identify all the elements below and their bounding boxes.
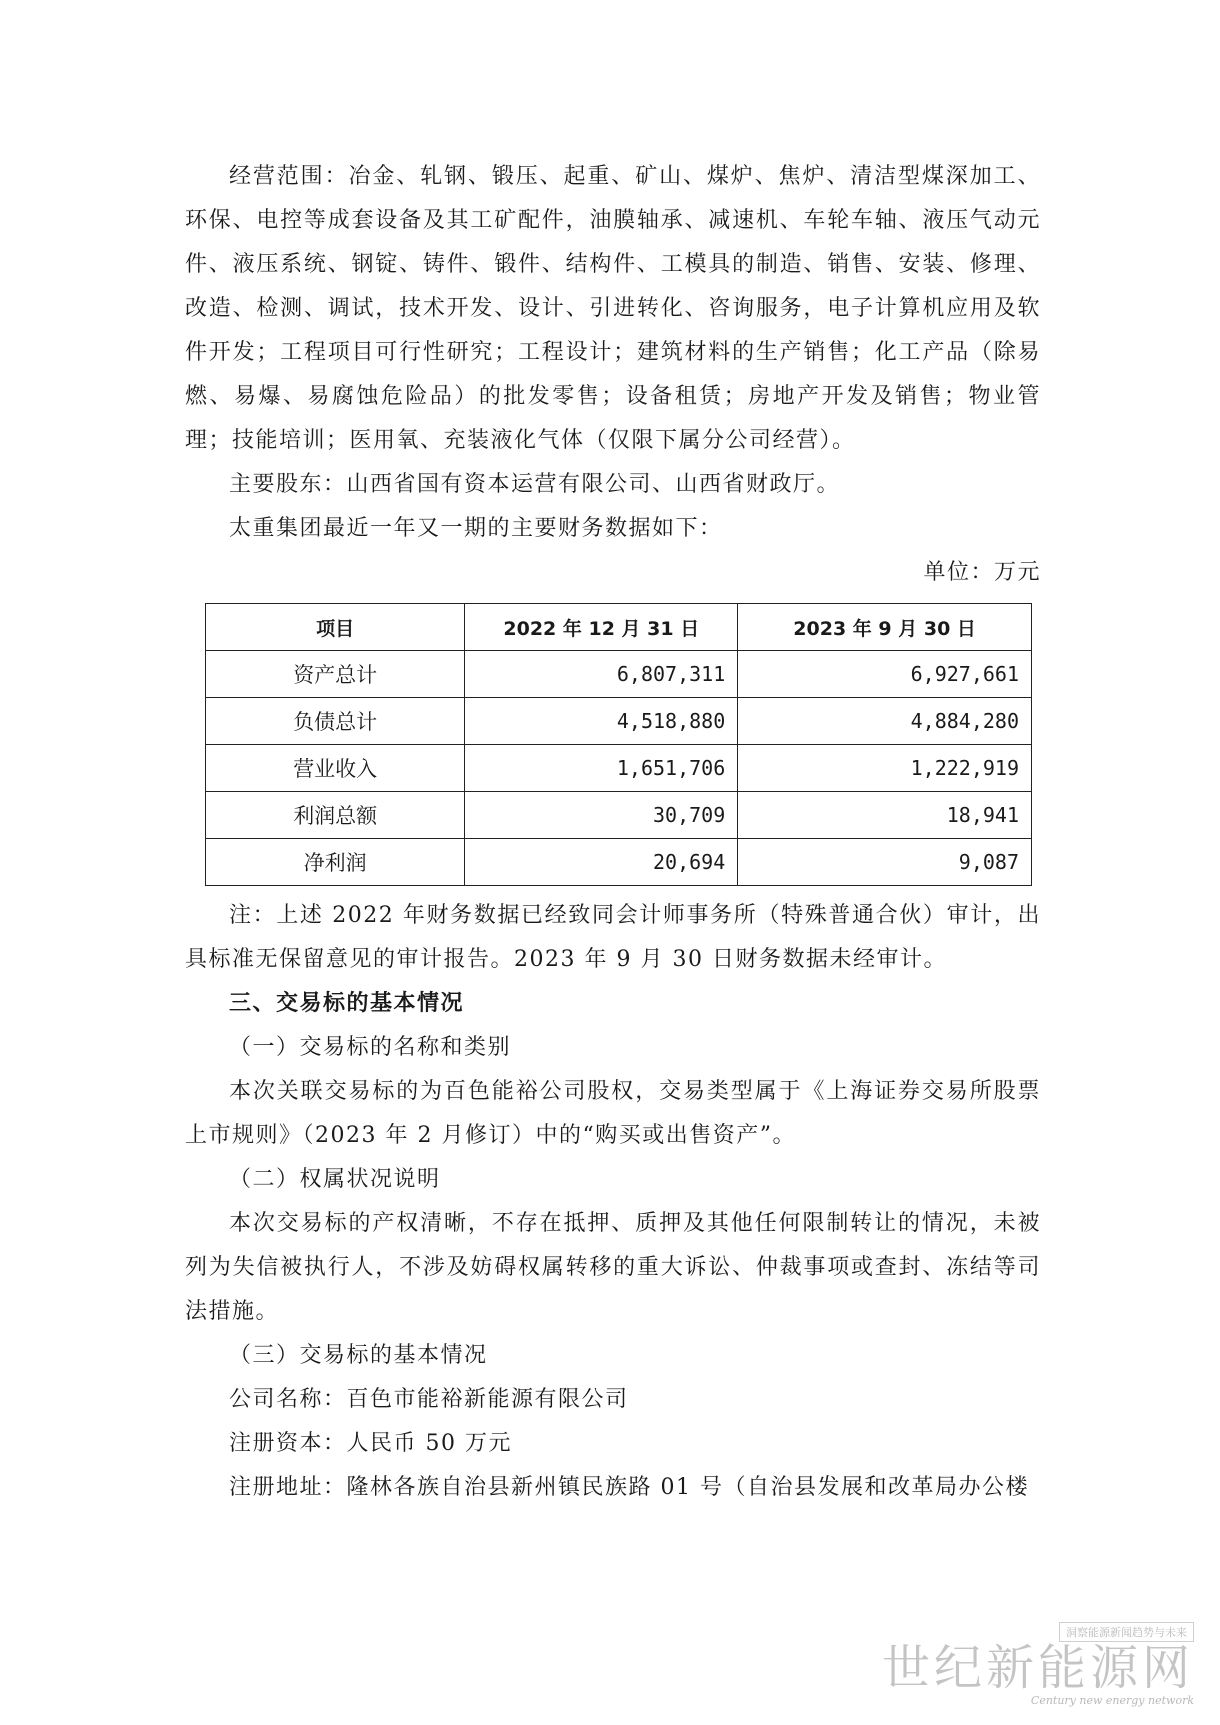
cell-2023: 1,222,919 bbox=[738, 745, 1032, 792]
registered-capital-line: 注册资本：人民币 50 万元 bbox=[229, 1431, 512, 1456]
row-label: 营业收入 bbox=[206, 745, 465, 792]
table-row bbox=[206, 792, 1032, 839]
cell-2022: 4,518,880 bbox=[465, 698, 738, 745]
table-row bbox=[206, 839, 1032, 886]
section-heading: 三、交易标的基本情况 bbox=[229, 991, 465, 1016]
watermark-tagline: 洞察能源新闻趋势与未来 bbox=[1059, 1622, 1194, 1642]
unit-label: 单位：万元 bbox=[923, 560, 1041, 585]
table-row bbox=[206, 698, 1032, 745]
row-label: 利润总额 bbox=[206, 792, 465, 839]
audit-note-paragraph: 注：上述 2022 年财务数据已经致同会计师事务所（特殊普通合伙）审计，出具标准无保留意见的审计报告。2023 年 9 月 30 日财务数据未经审计。 bbox=[185, 903, 1041, 972]
cell-2023: 6,927,661 bbox=[738, 651, 1032, 698]
cell-2022: 20,694 bbox=[465, 839, 738, 886]
row-label: 负债总计 bbox=[206, 698, 465, 745]
company-name-line: 公司名称：百色市能裕新能源有限公司 bbox=[229, 1387, 629, 1412]
header-2022: 2022 年 12 月 31 日 bbox=[465, 604, 738, 651]
cell-2023: 9,087 bbox=[738, 839, 1032, 886]
cell-2023: 4,884,280 bbox=[738, 698, 1032, 745]
row-label: 资产总计 bbox=[206, 651, 465, 698]
shareholders-paragraph: 主要股东：山西省国有资本运营有限公司、山西省财政厅。 bbox=[229, 472, 841, 497]
table-row bbox=[206, 745, 1032, 792]
header-2023: 2023 年 9 月 30 日 bbox=[738, 604, 1032, 651]
header-item: 项目 bbox=[206, 604, 465, 651]
cell-2022: 30,709 bbox=[465, 792, 738, 839]
document-page bbox=[185, 155, 1041, 1510]
watermark-title: 世纪新能源网 bbox=[881, 1640, 1194, 1696]
table-row bbox=[206, 651, 1032, 698]
subsection-heading-3: （三）交易标的基本情况 bbox=[229, 1343, 488, 1368]
finance-intro-paragraph: 太重集团最近一年又一期的主要财务数据如下： bbox=[229, 516, 723, 541]
watermark-subtitle: Century new energy network bbox=[1030, 1694, 1194, 1707]
financial-data-table bbox=[205, 603, 1032, 886]
subsection-1-paragraph: 本次关联交易标的为百色能裕公司股权，交易类型属于《上海证券交易所股票上市规则》（2023 年 2 月修订）中的“购买或出售资产”。 bbox=[185, 1079, 1041, 1148]
table-header-row bbox=[206, 604, 1032, 651]
cell-2023: 18,941 bbox=[738, 792, 1032, 839]
row-label: 净利润 bbox=[206, 839, 465, 886]
registered-address-line: 注册地址：隆林各族自治县新州镇民族路 01 号（自治县发展和改革局办公楼 bbox=[229, 1475, 1029, 1500]
cell-2022: 6,807,311 bbox=[465, 651, 738, 698]
subsection-heading-1: （一）交易标的名称和类别 bbox=[229, 1035, 512, 1060]
subsection-2-paragraph: 本次交易标的产权清晰，不存在抵押、质押及其他任何限制转让的情况，未被列为失信被执行人，不涉及妨碍权属转移的重大诉讼、仲裁事项或查封、冻结等司法措施。 bbox=[185, 1211, 1041, 1324]
cell-2022: 1,651,706 bbox=[465, 745, 738, 792]
business-scope-paragraph: 经营范围：冶金、轧钢、锻压、起重、矿山、煤炉、焦炉、清洁型煤深加工、环保、电控等成套设备及其工矿配件，油膜轴承、减速机、车轮车轴、液压气动元件、液压系统、钢锭、铸件、锻件、结构件、工模具的制造、销售、安装、修理、改造、检测、调试，技术开发、设计、引进转化、咨询服务，电子计算机应用及软件开发；工程项目可行性研究；工程设计；建筑材料的生产销售；化工产品（除易燃、易爆、易腐蚀危险品）的批发零售；设备租赁；房地产开发及销售；物业管理；技能培训；医用氧、充装液化气体（仅限下属分公司经营）。 bbox=[185, 164, 1041, 453]
watermark-logo bbox=[882, 1621, 1194, 1707]
subsection-heading-2: （二）权属状况说明 bbox=[229, 1167, 441, 1192]
